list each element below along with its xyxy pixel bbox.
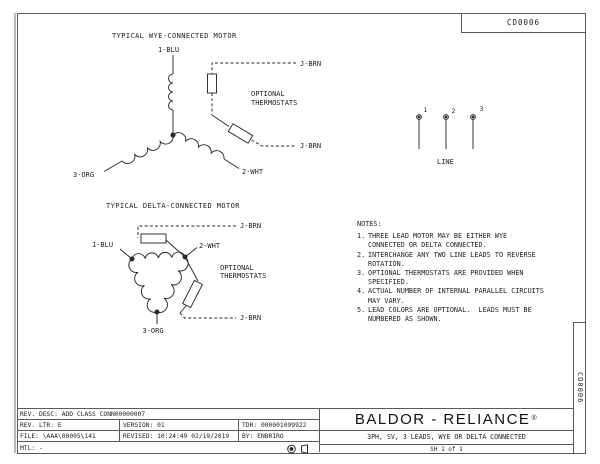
file-field: FILE: \AAA\00005\141 [20, 432, 96, 440]
delta-lead2-label: 2-WHT [199, 242, 221, 250]
note-text: LEAD COLORS ARE OPTIONAL. LEADS MUST BE NUMBERED AS SHOWN. [368, 305, 536, 324]
note-item [357, 269, 559, 287]
delta-winding-top [132, 252, 185, 259]
note-number: 2. [357, 250, 366, 259]
note-number: 4. [357, 287, 366, 296]
note-item [357, 287, 559, 305]
projection-symbols [286, 444, 309, 454]
delta-thermostat-wire3 [180, 306, 187, 314]
thermostat-symbol [228, 124, 252, 144]
version-field: VERSION: 01 [119, 420, 238, 430]
wye-lead1-label: 1-BLU [158, 45, 180, 54]
note-number: 3. [357, 269, 366, 278]
terminal-number-2: 2 [451, 106, 456, 115]
line-terminals [417, 115, 476, 149]
notes-section [357, 220, 559, 324]
note-number: 1. [357, 232, 366, 241]
delta-jbrn-bottom-label: J-BRN [240, 314, 262, 322]
line-label: LINE [437, 158, 454, 166]
doc-number: CD0006 [506, 18, 541, 27]
terminal-dot-3 [472, 116, 474, 118]
note-text: THREE LEAD MOTOR MAY BE EITHER WYE CONNECTED OR DELTA CONNECTED. [368, 232, 512, 250]
wye-lead3-label: 3-ORG [73, 170, 95, 179]
terminal-dot-2 [445, 116, 447, 118]
wye-lead3-wire [104, 161, 122, 172]
registered-mark: ® [531, 415, 539, 422]
wye-winding-3 [122, 135, 173, 164]
delta-thermostat-wire [166, 240, 185, 257]
file-row [17, 431, 319, 442]
note-item [357, 232, 559, 250]
projection-circle-icon [286, 444, 297, 454]
thermostat-symbol [141, 234, 166, 243]
company-name [320, 409, 573, 431]
wye-lead2-label: 2-WHT [242, 167, 264, 176]
terminal-number-1: 1 [423, 105, 428, 114]
delta-thermostat-lead-bottom [180, 313, 236, 318]
projection-cone-icon [300, 444, 309, 454]
wye-thermostat-lead-top [212, 63, 296, 74]
thermostat-symbol [208, 74, 217, 93]
delta-thermostat-label: OPTIONAL THERMOSTATS [220, 263, 267, 280]
delta-lead1-wire [120, 249, 132, 259]
note-text: ACTUAL NUMBER OF INTERNAL PARALLEL CIRCUITS MAY VARY. [368, 287, 549, 305]
title-block-right [319, 408, 573, 452]
revised-field: REVISED: 10:24:49 02/19/2019 [119, 431, 238, 441]
wye-diagram [104, 55, 296, 172]
wye-thermostat-lead-bottom [252, 140, 297, 146]
company-name-text: BALDOR - RELIANCE [354, 411, 531, 428]
delta-thermostat-wire2 [185, 257, 198, 281]
doc-number-vertical: CD0006 [576, 372, 584, 404]
note-item [357, 306, 559, 324]
wye-winding-2 [173, 133, 224, 159]
title-block-left [17, 408, 319, 453]
thermostat-symbol [183, 280, 203, 307]
note-item [357, 251, 559, 269]
wye-lead2-wire [224, 159, 239, 169]
delta-diagram [120, 226, 236, 324]
note-text: INTERCHANGE ANY TWO LINE LEADS TO REVERSE ROTATION. [368, 250, 540, 268]
terminal-dot-1 [418, 116, 420, 118]
delta-lead3-label: 3-ORG [142, 326, 164, 335]
wye-diagram-title: TYPICAL WYE-CONNECTED MOTOR [112, 32, 237, 40]
rev-desc-row [17, 409, 319, 420]
wye-thermostat-wire2 [212, 115, 229, 127]
delta-diagram-title: TYPICAL DELTA-CONNECTED MOTOR [106, 202, 240, 210]
rev-desc-field: REV. DESC: ADD CLASS CONN00000007 [20, 410, 146, 418]
notes-heading: NOTES: [357, 220, 382, 228]
wye-winding-1 [169, 74, 173, 110]
sheet-number: SH 1 of 1 [430, 445, 463, 453]
wye-jbrn-bottom-label: J-BRN [300, 141, 322, 150]
wye-center-node [171, 133, 175, 137]
mtl-field: MTL: - [20, 445, 43, 452]
terminal-number-3: 3 [479, 105, 484, 113]
rev-ltr-row [17, 420, 319, 431]
delta-jbrn-top-label: J-BRN [240, 222, 262, 230]
delta-lead1-label: 1-BLU [92, 240, 114, 249]
wye-thermostat-label: OPTIONAL THERMOSTATS [251, 90, 298, 107]
doc-number-strip [573, 322, 586, 453]
drawing-description: 3PH, SV, 3 LEADS, WYE OR DELTA CONNECTED [320, 431, 573, 445]
wye-jbrn-top-label: J-BRN [300, 59, 322, 68]
rev-ltr-field: REV. LTR: E [20, 421, 62, 429]
tdr-field: TDR: 000001099922 [238, 420, 319, 430]
by-field: BY: ENBRIRO [238, 431, 319, 441]
delta-lead2-wire [185, 248, 197, 258]
delta-winding-left [129, 259, 157, 312]
mtl-row [17, 442, 319, 455]
note-text: OPTIONAL THERMOSTATS ARE PROVIDED WHEN SPECIFIED. [368, 269, 528, 287]
note-number: 5. [357, 305, 366, 314]
